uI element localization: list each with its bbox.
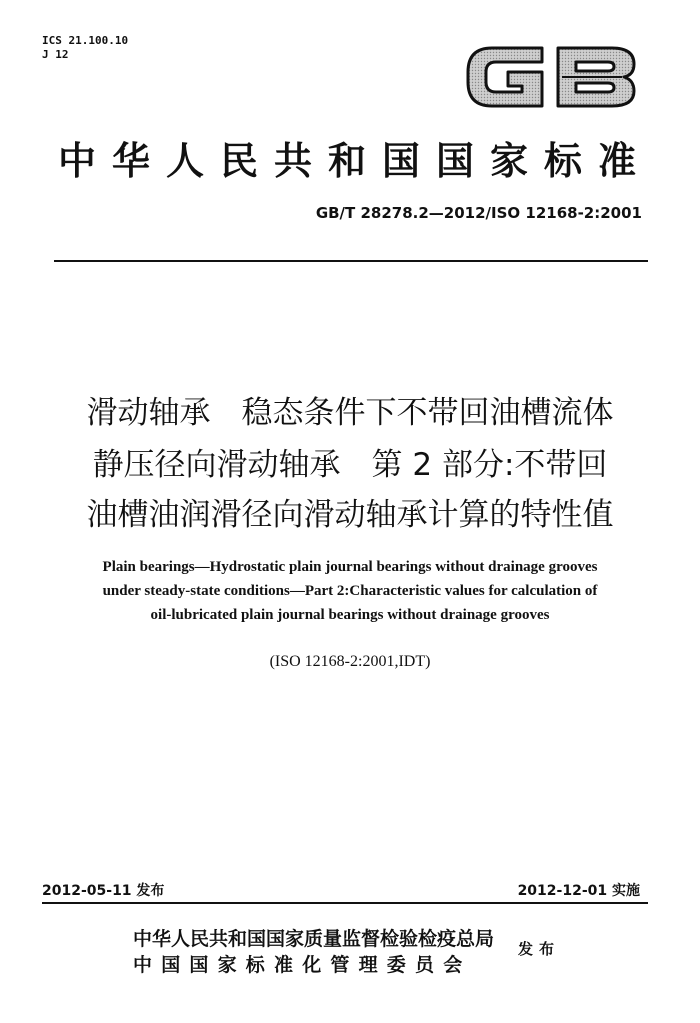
- issue-date: 2012-05-11 发布: [42, 883, 165, 899]
- ics-line: ICS 21.100.10: [42, 34, 129, 47]
- standard-category-title: 中华人民共和国国家标准: [57, 138, 652, 183]
- issuer-aqsiq: 中华人民共和国国家质量监督检验检疫总局: [133, 928, 495, 950]
- chinese-title-line-2: 静压径向滑动轴承 第 2 部分:不带回: [92, 447, 608, 483]
- issuer-sac: 中国国家标准化管理委员会: [133, 954, 472, 976]
- classification-line: J 12: [42, 48, 69, 61]
- top-divider: [54, 260, 648, 262]
- english-title-line-2: under steady-state conditions—Part 2:Characteristic values for calculation of: [102, 583, 598, 599]
- chinese-title-line-3: 油槽油润滑径向滑动轴承计算的特性值: [86, 497, 614, 533]
- chinese-title-line-1: 滑动轴承 稳态条件下不带回油槽流体: [86, 395, 614, 431]
- iso-equivalence: (ISO 12168-2:2001,IDT): [269, 653, 431, 670]
- gb-logo-letter-g: [468, 48, 542, 106]
- ics-code: [42, 34, 128, 62]
- standard-number: GB/T 28278.2—2012/ISO 12168-2:2001: [315, 204, 642, 222]
- english-title-line-1: Plain bearings—Hydrostatic plain journal bearings without drainage grooves: [102, 559, 598, 575]
- gb-logo: [462, 42, 640, 112]
- implementation-date: 2012-12-01 实施: [517, 883, 640, 899]
- english-title-line-3: oil-lubricated plain journal bearings without drainage grooves: [150, 607, 550, 623]
- bottom-divider: [42, 902, 648, 904]
- publish-label: 发布: [518, 940, 561, 958]
